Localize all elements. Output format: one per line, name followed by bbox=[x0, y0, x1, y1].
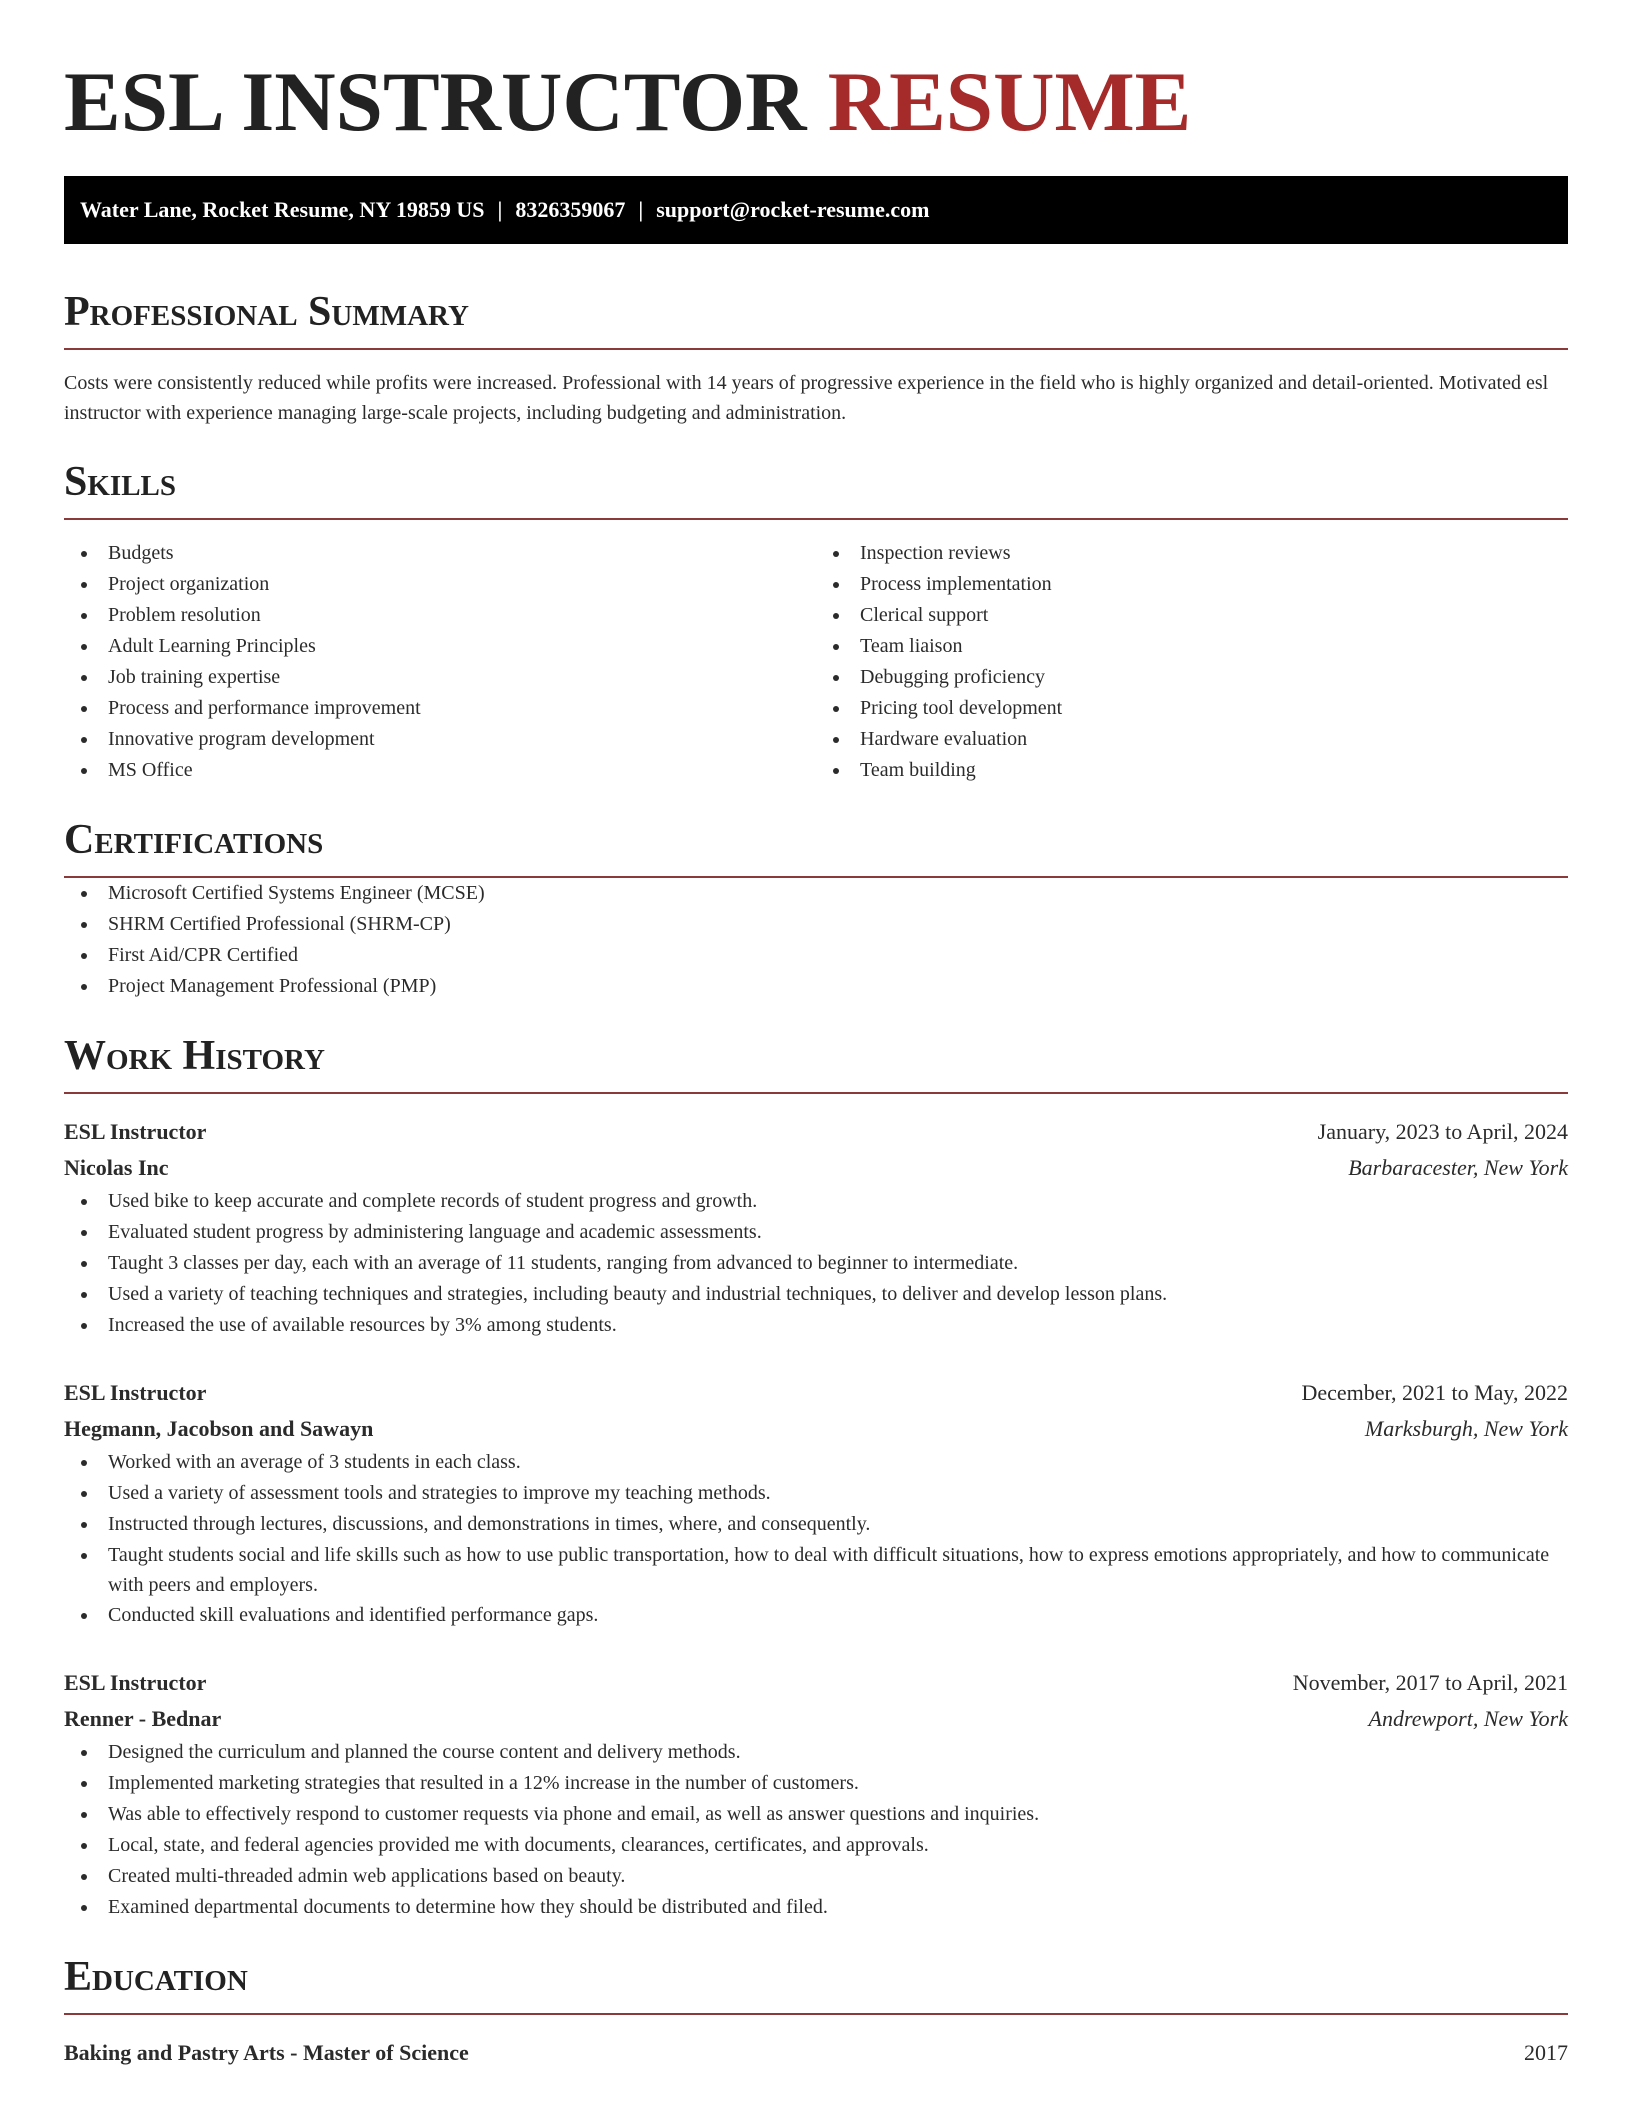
job-entry bbox=[64, 1665, 1568, 1923]
job-dates: January, 2023 to April, 2024 bbox=[1317, 1119, 1568, 1144]
job-bullet: Examined departmental documents to determine how they should be distributed and filed. bbox=[64, 1892, 1568, 1923]
job-title: ESL Instructor bbox=[64, 1380, 207, 1405]
summary-text: Costs were consistently reduced while profits were increased. Professional with 14 years of progressive experience in the field who is highly organized and detail-oriented. Motivated esl instructor with experience managing large-scale projects, including budgeting and administration. bbox=[64, 372, 1549, 424]
skill-item: Process and performance improvement bbox=[64, 693, 816, 724]
job-entry bbox=[64, 1375, 1568, 1631]
title-accent: RESUME bbox=[827, 55, 1192, 149]
job-dates: December, 2021 to May, 2022 bbox=[1301, 1380, 1568, 1405]
skill-item: Team liaison bbox=[816, 631, 1568, 662]
summary-heading: Professional Summary bbox=[64, 288, 1568, 350]
job-bullet: Taught students social and life skills such as how to use public transportation, how to deal with difficult situations, how to express emotions appropriately, and how to communicate with peers and employers. bbox=[64, 1540, 1568, 1600]
job-company-row bbox=[64, 1150, 1568, 1186]
skill-item: Budgets bbox=[64, 538, 816, 569]
job-bullet-list bbox=[64, 1447, 1568, 1631]
job-location: Barbaracester, New York bbox=[1348, 1155, 1568, 1180]
skill-item: Debugging proficiency bbox=[816, 662, 1568, 693]
job-bullet: Created multi-threaded admin web applications based on beauty. bbox=[64, 1861, 1568, 1892]
skill-item: Team building bbox=[816, 755, 1568, 786]
job-title: ESL Instructor bbox=[64, 1119, 207, 1144]
resume-title bbox=[64, 0, 1568, 149]
job-title: ESL Instructor bbox=[64, 1670, 207, 1695]
job-bullet: Local, state, and federal agencies provided me with documents, clearances, certificates, and approvals. bbox=[64, 1830, 1568, 1861]
skill-item: MS Office bbox=[64, 755, 816, 786]
skill-item: Inspection reviews bbox=[816, 538, 1568, 569]
title-main: ESL INSTRUCTOR bbox=[64, 55, 807, 149]
skills-list-left bbox=[64, 538, 816, 786]
skill-item: Clerical support bbox=[816, 600, 1568, 631]
certification-item: Microsoft Certified Systems Engineer (MCSE) bbox=[64, 878, 1568, 909]
contact-separator: | bbox=[638, 197, 644, 222]
contact-address: Water Lane, Rocket Resume, NY 19859 US bbox=[80, 197, 485, 222]
job-company: Renner - Bednar bbox=[64, 1706, 222, 1731]
job-bullet: Was able to effectively respond to customer requests via phone and email, as well as answer questions and inquiries. bbox=[64, 1799, 1568, 1830]
work-history-heading: Work History bbox=[64, 1032, 1568, 1094]
skills-list-right bbox=[816, 538, 1568, 786]
certifications-list bbox=[64, 878, 1568, 1002]
skill-item: Process implementation bbox=[816, 569, 1568, 600]
job-bullet-list bbox=[64, 1737, 1568, 1923]
skill-item: Hardware evaluation bbox=[816, 724, 1568, 755]
job-company: Hegmann, Jacobson and Sawayn bbox=[64, 1416, 374, 1441]
skill-item: Adult Learning Principles bbox=[64, 631, 816, 662]
job-company-row bbox=[64, 1411, 1568, 1447]
skill-item: Job training expertise bbox=[64, 662, 816, 693]
education-heading: Education bbox=[64, 1953, 1568, 2015]
job-dates: November, 2017 to April, 2021 bbox=[1292, 1670, 1568, 1695]
skill-item: Innovative program development bbox=[64, 724, 816, 755]
contact-bar bbox=[64, 176, 1568, 244]
education-row bbox=[64, 2035, 1568, 2071]
job-bullet: Implemented marketing strategies that resulted in a 12% increase in the number of customers. bbox=[64, 1768, 1568, 1799]
contact-email[interactable]: support@rocket-resume.com bbox=[656, 197, 930, 222]
job-entry bbox=[64, 1114, 1568, 1341]
contact-phone[interactable]: 8326359067 bbox=[515, 197, 626, 222]
job-bullet: Worked with an average of 3 students in each class. bbox=[64, 1447, 1568, 1478]
job-company: Nicolas Inc bbox=[64, 1155, 169, 1180]
job-location: Andrewport, New York bbox=[1368, 1706, 1568, 1731]
education-year: 2017 bbox=[1524, 2040, 1568, 2065]
job-header-row bbox=[64, 1114, 1568, 1150]
skill-item: Pricing tool development bbox=[816, 693, 1568, 724]
certification-item: First Aid/CPR Certified bbox=[64, 940, 1568, 971]
job-bullet: Increased the use of available resources by 3% among students. bbox=[64, 1310, 1568, 1341]
job-bullet: Evaluated student progress by administering language and academic assessments. bbox=[64, 1217, 1568, 1248]
certifications-heading: Certifications bbox=[64, 816, 1568, 878]
certification-item: Project Management Professional (PMP) bbox=[64, 971, 1568, 1002]
job-bullet-list bbox=[64, 1186, 1568, 1341]
job-header-row bbox=[64, 1375, 1568, 1411]
job-bullet: Designed the curriculum and planned the course content and delivery methods. bbox=[64, 1737, 1568, 1768]
job-header-row bbox=[64, 1665, 1568, 1701]
job-bullet: Used bike to keep accurate and complete records of student progress and growth. bbox=[64, 1186, 1568, 1217]
certification-item: SHRM Certified Professional (SHRM-CP) bbox=[64, 909, 1568, 940]
job-bullet: Used a variety of teaching techniques and strategies, including beauty and industrial techniques, to deliver and develop lesson plans. bbox=[64, 1279, 1568, 1310]
job-location: Marksburgh, New York bbox=[1364, 1416, 1568, 1441]
job-bullet: Taught 3 classes per day, each with an average of 11 students, ranging from advanced to beginner to intermediate. bbox=[64, 1248, 1568, 1279]
skill-item: Problem resolution bbox=[64, 600, 816, 631]
contact-separator: | bbox=[497, 197, 503, 222]
job-bullet: Conducted skill evaluations and identified performance gaps. bbox=[64, 1600, 1568, 1631]
skill-item: Project organization bbox=[64, 569, 816, 600]
skills-grid bbox=[64, 538, 1568, 786]
job-bullet: Instructed through lectures, discussions, and demonstrations in times, where, and consequently. bbox=[64, 1509, 1568, 1540]
job-bullet: Used a variety of assessment tools and strategies to improve my teaching methods. bbox=[64, 1478, 1568, 1509]
job-company-row bbox=[64, 1701, 1568, 1737]
skills-heading: Skills bbox=[64, 458, 1568, 520]
education-degree: Baking and Pastry Arts - Master of Science bbox=[64, 2040, 469, 2065]
